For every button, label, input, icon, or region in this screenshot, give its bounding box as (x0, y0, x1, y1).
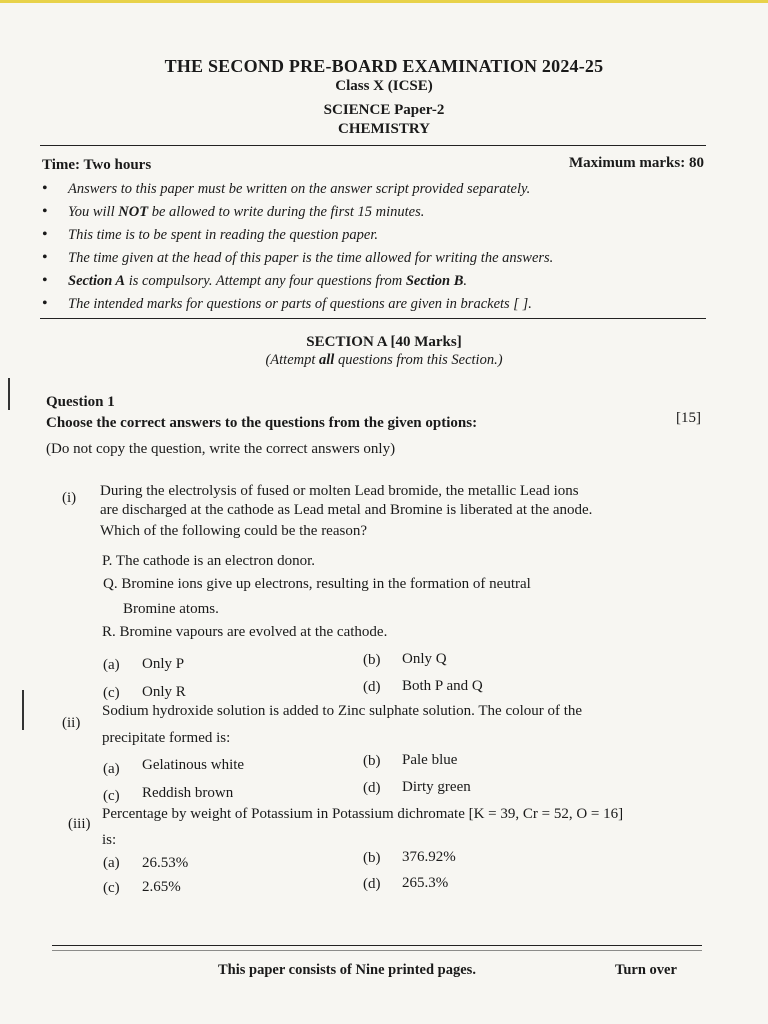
option-key: (d) (363, 780, 381, 796)
q-ii-text: Sodium hydroxide solution is added to Zinc sulphate solution. The colour of the (102, 703, 583, 719)
option-text: Gelatinous white (142, 757, 245, 773)
option-text: Reddish brown (142, 785, 234, 801)
option-text: Dirty green (402, 779, 471, 795)
subject-label: CHEMISTRY (338, 121, 430, 137)
q-iii-number: (iii) (68, 816, 91, 832)
option-key: (a) (103, 761, 120, 777)
option-key: (c) (103, 880, 120, 896)
q-iii-text: Percentage by weight of Potassium in Potassium dichromate [K = 39, Cr = 52, O = 16] (102, 806, 624, 822)
q-i-statement-p: P. The cathode is an electron donor. (102, 553, 316, 569)
q-i-text: Which of the following could be the reason? (100, 523, 367, 539)
q-i-statement-q: Q. Bromine ions give up electrons, resulting in the formation of neutral (103, 576, 531, 592)
instruction-item: • Section A is compulsory. Attempt any four questions from Section B. (42, 272, 468, 289)
q-i-statement-q: Bromine atoms. (123, 601, 219, 617)
option-text: Pale blue (402, 752, 458, 768)
question-1-label: Question 1 (46, 394, 115, 410)
instruction-item: • Answers to this paper must be written on the answer script provided separately. (42, 180, 531, 197)
paper-label: SCIENCE Paper-2 (323, 102, 445, 118)
option-text: Both P and Q (402, 678, 483, 694)
option-key: (d) (363, 679, 381, 695)
bullet-icon: • (42, 180, 48, 197)
option-text: 265.3% (402, 875, 449, 891)
question-1-note: (Do not copy the question, write the correct answers only) (46, 441, 396, 457)
bullet-icon: • (42, 203, 48, 220)
instructions-divider (40, 318, 706, 319)
bullet-icon: • (42, 249, 48, 266)
header-divider (40, 145, 706, 146)
q-iii-text: is: (102, 832, 117, 848)
option-text: 26.53% (142, 855, 189, 871)
q-i-text: During the electrolysis of fused or molten Lead bromide, the metallic Lead ions (100, 483, 579, 499)
question-1-instruction: Choose the correct answers to the questions from the given options: (46, 415, 478, 431)
option-text: Only P (142, 656, 185, 672)
bullet-icon: • (42, 272, 48, 289)
instruction-item: • This time is to be spent in reading the question paper. (42, 226, 378, 243)
footer-divider (52, 950, 702, 951)
q-ii-number: (ii) (62, 715, 81, 731)
footer-divider (52, 945, 702, 946)
option-key: (d) (363, 876, 381, 892)
bullet-icon: • (42, 226, 48, 243)
margin-mark (8, 378, 10, 410)
question-1-marks: [15] (676, 410, 701, 426)
class-label: Class X (ICSE) (335, 78, 433, 94)
margin-mark (22, 690, 24, 730)
q-ii-text: precipitate formed is: (102, 730, 231, 746)
option-key: (b) (363, 652, 381, 668)
time-label: Time: Two hours (42, 157, 152, 173)
page-count-note: This paper consists of Nine printed pages. (218, 962, 476, 978)
option-key: (a) (103, 657, 120, 673)
option-key: (b) (363, 850, 381, 866)
bullet-icon: • (42, 295, 48, 312)
option-key: (b) (363, 753, 381, 769)
top-edge-stripe (0, 0, 768, 3)
q-i-text: are discharged at the cathode as Lead metal and Bromine is liberated at the anode. (100, 502, 593, 518)
option-text: Only R (142, 684, 186, 700)
instruction-item: • You will NOT be allowed to write during the first 15 minutes. (42, 203, 425, 220)
instructions-list (42, 179, 722, 317)
q-i-statement-r: R. Bromine vapours are evolved at the cathode. (102, 624, 388, 640)
option-text: Only Q (402, 651, 447, 667)
q-i-number: (i) (62, 490, 77, 506)
section-a-title: SECTION A [40 Marks] (306, 334, 462, 350)
option-key: (c) (103, 685, 120, 701)
turn-over-note: Turn over (615, 962, 677, 978)
instruction-item: • The time given at the head of this paper is the time allowed for writing the answers. (42, 249, 554, 266)
option-key: (c) (103, 788, 120, 804)
exam-title: THE SECOND PRE-BOARD EXAMINATION 2024-25 (164, 56, 604, 76)
max-marks-label: Maximum marks: 80 (569, 155, 704, 171)
instruction-item: • The intended marks for questions or parts of questions are given in brackets [ ]. (42, 295, 532, 312)
option-text: 376.92% (402, 849, 456, 865)
section-a-subtitle: (Attempt all questions from this Section.) (265, 352, 503, 368)
option-text: 2.65% (142, 879, 181, 895)
option-key: (a) (103, 855, 120, 871)
